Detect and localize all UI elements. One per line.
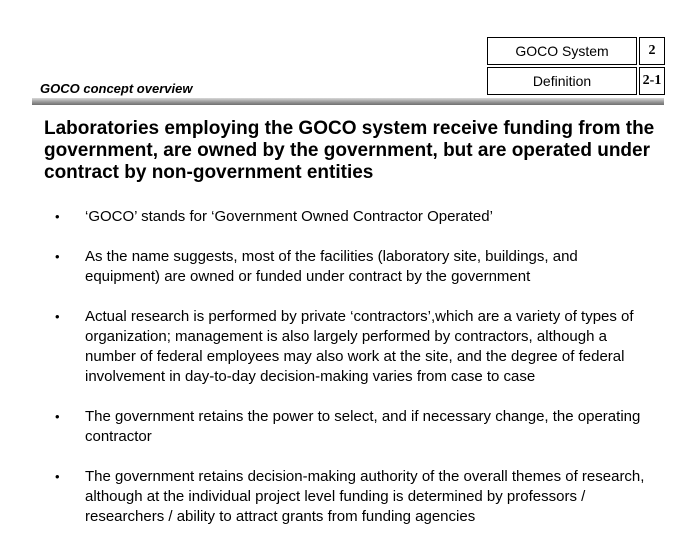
page-number-box	[639, 67, 665, 95]
bullet-item	[55, 207, 655, 227]
bullet-marker: •	[55, 409, 60, 424]
bullet-marker: •	[55, 209, 60, 224]
bullet-text: ‘GOCO’ stands for ‘Government Owned Contractor Operated’	[85, 208, 493, 225]
definition-box	[487, 67, 637, 95]
bullet-text: Actual research is performed by private ‘contractors’,which are a variety of types of organization; management is also largely performed by contractors, although a number of federal employees may also work at the site, and the degree of federal involvement in day-to-day decision-making varies from case to case	[85, 308, 634, 385]
section-number-box	[639, 37, 665, 65]
bullet-item	[55, 247, 655, 287]
bullet-text: The government retains the power to select, and if necessary change, the operating contractor	[85, 408, 641, 445]
section-label: GOCO concept overview	[40, 81, 193, 96]
bullet-marker: •	[55, 469, 60, 484]
bullet-list	[55, 207, 655, 527]
header-divider	[32, 98, 664, 105]
goco-system-label: GOCO System	[515, 43, 609, 59]
goco-system-box	[487, 37, 637, 65]
bullet-item	[55, 307, 655, 387]
bullet-item	[55, 407, 655, 447]
page-number: 2-1	[642, 73, 662, 88]
section-number: 2	[648, 43, 656, 58]
bullet-text: The government retains decision-making authority of the overall themes of research, although at the individual project level funding is determined by professors / researchers / ability to attract grants from funding agencies	[85, 468, 645, 525]
bullet-marker: •	[55, 249, 60, 264]
bullet-item	[55, 467, 655, 527]
bullet-text: As the name suggests, most of the facilities (laboratory site, buildings, and equipment) are owned or funded under contract by the government	[85, 248, 578, 285]
slide-headline: Laboratories employing the GOCO system receive funding from the government, are owned by the government, but are operated under contract by non-government entities	[44, 118, 655, 183]
bullet-marker: •	[55, 309, 60, 324]
definition-label: Definition	[532, 73, 592, 89]
